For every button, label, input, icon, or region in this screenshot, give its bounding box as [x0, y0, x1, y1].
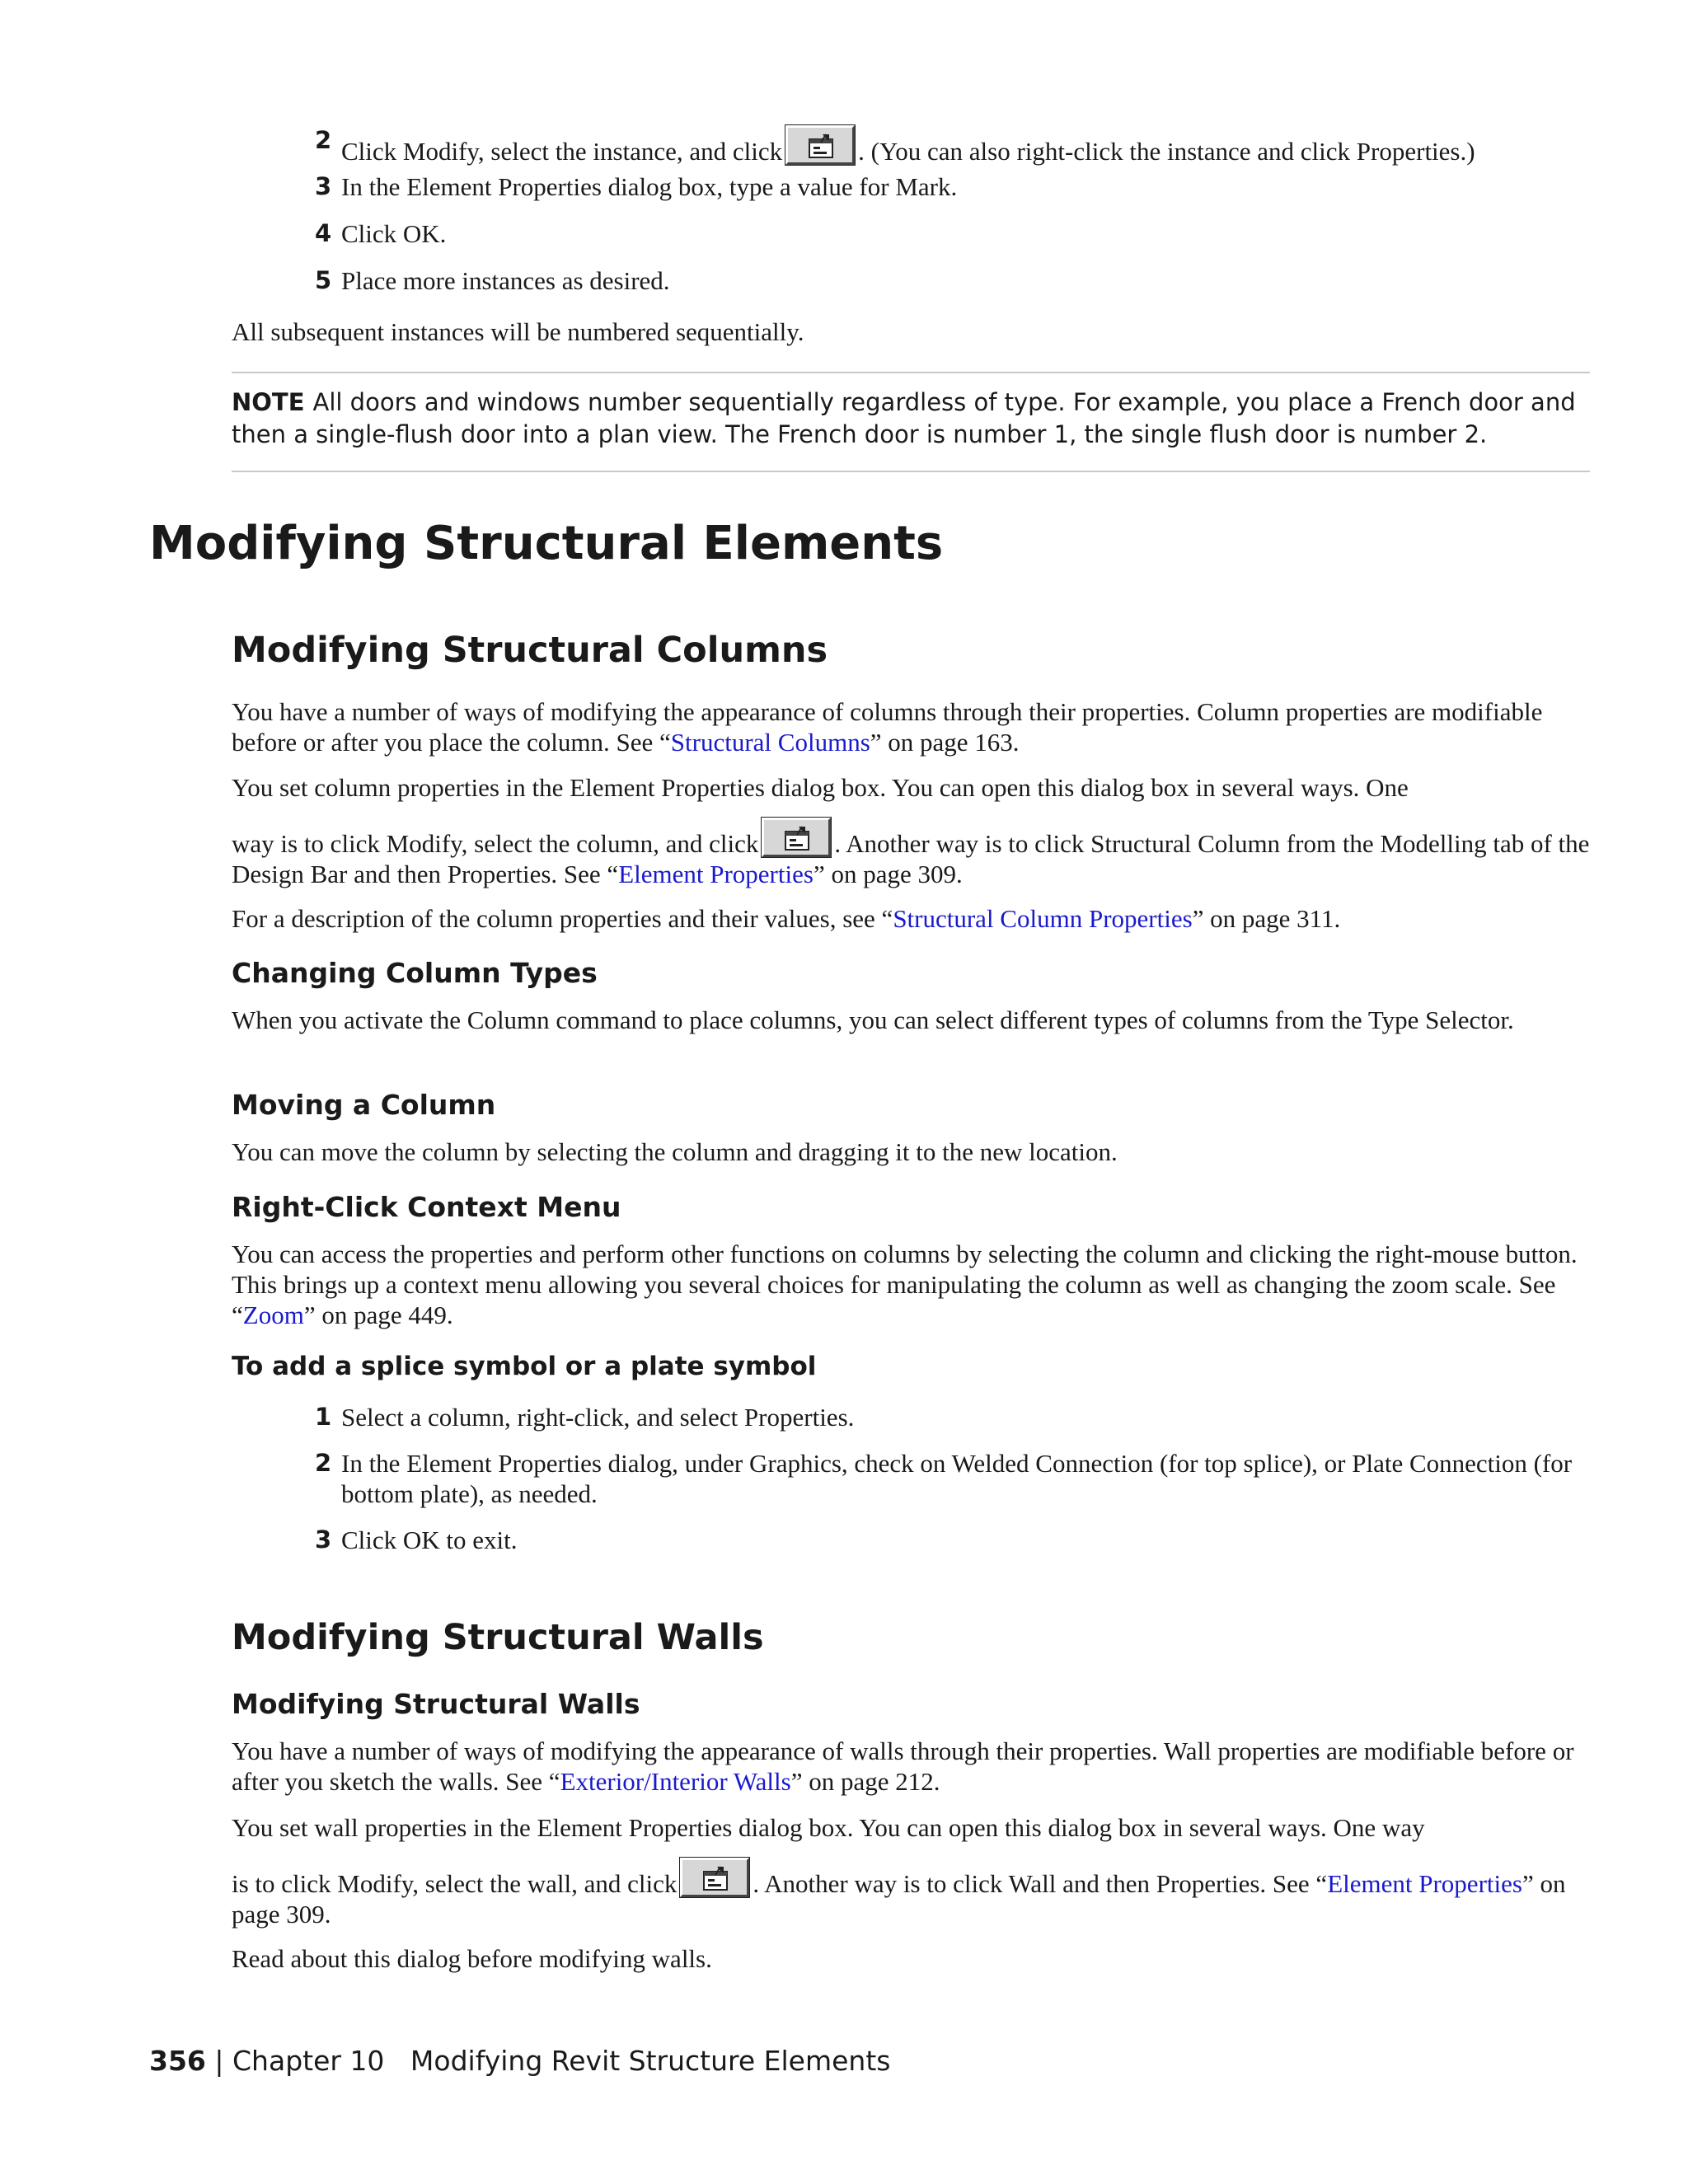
step-5: 5 Place more instances as desired. [315, 266, 670, 295]
note-top-rule [232, 372, 1590, 373]
footer-title: Modifying Revit Structure Elements [410, 2045, 891, 2077]
step-number: 5 [315, 266, 332, 294]
walls-paragraph-1: You have a number of ways of modifying the appearance of walls through their properties. Wall properties are modifiable before or after you sketch the walls. See “Exterior/Interior Walls” on page 212. [232, 1736, 1574, 1796]
moving-column-paragraph: You can move the column by selecting the column and dragging it to the new location. [232, 1137, 1118, 1166]
properties-icon[interactable] [762, 818, 831, 857]
splice-step-2: 2 In the Element Properties dialog, under Graphics, check on Welded Connection (for top splice), or Plate Connection (for bottom plate), as needed. [315, 1449, 1573, 1508]
context-menu-paragraph: You can access the properties and perform other functions on columns by selecting the column and clicking the right-mouse button. This brings up a context menu allowing you several choices for manipulating the column as well as changing the zoom scale. See “Zoom” on page 449. [232, 1240, 1578, 1329]
note-bottom-rule [232, 471, 1590, 472]
step-2: 2 Click Modify, select the instance, and click . (You can also right-click the instance and click Properties.) [315, 126, 1475, 166]
step-4: 4 Click OK. [315, 219, 447, 248]
splice-step-3: 3 Click OK to exit. [315, 1526, 518, 1554]
walls-heading: Modifying Structural Walls [232, 1617, 764, 1658]
properties-icon[interactable] [680, 1858, 749, 1897]
page-footer [149, 2044, 890, 2079]
columns-paragraph-3: For a description of the column properties and their values, see “Structural Column Properties” on page 311. [232, 904, 1341, 933]
splice-step-1: 1 Select a column, right-click, and select Properties. [315, 1403, 855, 1432]
note-text: All doors and windows number sequentially regardless of type. For example, you place a French door and then a single-flush door into a plan view. The French door is number 1, the single flush door is number 2. [232, 388, 1576, 448]
step-number: 2 [315, 126, 332, 154]
column-types-paragraph: When you activate the Column command to place columns, you can select different types of columns from the Type Selector. [232, 1005, 1514, 1034]
columns-paragraph-1: You have a number of ways of modifying the appearance of columns through their properties. Column properties are modifiable before or after you place the column. See “Structural Columns” on page 163. [232, 697, 1543, 757]
step-number: 3 [315, 172, 332, 200]
step-3: 3 In the Element Properties dialog box, type a value for Mark. [315, 172, 958, 201]
context-menu-heading: Right-Click Context Menu [232, 1191, 621, 1223]
structural-columns-link[interactable]: Structural Columns [670, 728, 870, 757]
changing-column-types-heading: Changing Column Types [232, 957, 598, 989]
step-number: 4 [315, 219, 332, 247]
exterior-interior-walls-link[interactable]: Exterior/Interior Walls [560, 1767, 791, 1796]
zoom-link[interactable]: Zoom [242, 1301, 304, 1329]
page-number: 356 [149, 2045, 206, 2077]
moving-column-heading: Moving a Column [232, 1089, 496, 1121]
walls-paragraph-3: Read about this dialog before modifying walls. [232, 1944, 712, 1973]
columns-heading: Modifying Structural Columns [232, 630, 828, 671]
subsequent-text: All subsequent instances will be numbered sequentially. [232, 317, 804, 346]
footer-separator: | [214, 2045, 224, 2077]
walls-subheading: Modifying Structural Walls [232, 1688, 640, 1720]
columns-paragraph-2: You set column properties in the Element Properties dialog box. You can open this dialog box in several ways. One way is to click Modify, select the column, and click . Another way is to click Structural Column from the Modelling tab of the Design Bar and then Properties. See “Element Properties” on page 309. [232, 773, 1590, 888]
section-title: Modifying Structural Elements [149, 517, 944, 570]
step-number: 2 [315, 1449, 332, 1477]
walls-paragraph-2: You set wall properties in the Element Properties dialog box. You can open this dialog box in several ways. One way is to click Modify, select the wall, and click . Another way is to click Wall and then Properties. See “Element Properties” on page 309. [232, 1813, 1566, 1929]
step-number: 3 [315, 1526, 332, 1554]
note-box [232, 387, 1590, 451]
structural-column-properties-link[interactable]: Structural Column Properties [893, 904, 1193, 933]
splice-procedure-heading: To add a splice symbol or a plate symbol [232, 1352, 817, 1381]
element-properties-link[interactable]: Element Properties [618, 860, 814, 888]
properties-icon[interactable] [785, 125, 855, 165]
footer-chapter: Chapter 10 [232, 2045, 385, 2077]
note-label: NOTE [232, 388, 305, 416]
element-properties-link[interactable]: Element Properties [1327, 1869, 1522, 1898]
step-number: 1 [315, 1403, 332, 1431]
